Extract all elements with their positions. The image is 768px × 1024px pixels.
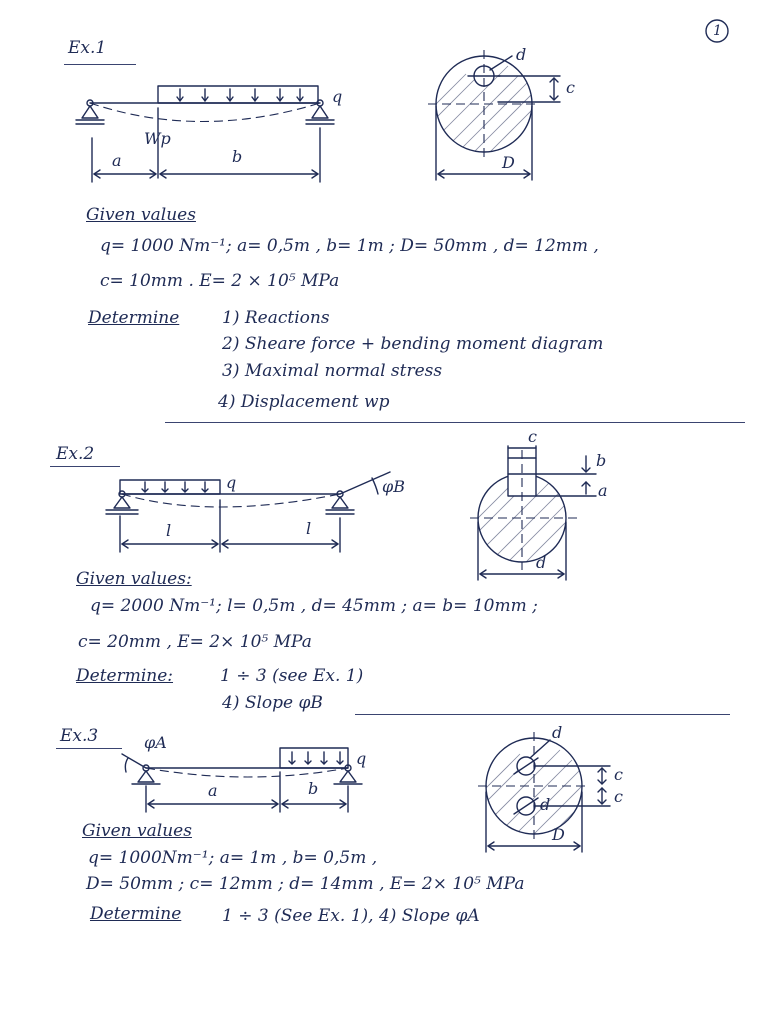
ex2-item-2: 4) Slope φB	[222, 693, 323, 713]
ex1-separator	[165, 422, 745, 423]
ex1-title: Ex.1	[68, 38, 107, 58]
ex1-given-heading: Given values	[86, 205, 196, 225]
ex2-label-a: a	[598, 481, 608, 500]
ex2-deflection-curve	[122, 494, 340, 507]
ex3-label-c2: c	[614, 787, 623, 806]
ex1-item-4: 4) Displacement wp	[218, 392, 390, 412]
ex3-label-q: q	[356, 749, 367, 768]
ex2-separator	[355, 714, 730, 715]
ex1-label-q: q	[332, 87, 343, 106]
ex1-load-arrows	[177, 89, 303, 101]
ex2-given-line1: q= 2000 Nm⁻¹; l= 0,5m , d= 45mm ; a= b= 10mm ;	[90, 596, 538, 616]
ex2-beam-diagram	[100, 472, 430, 562]
ex1-item-2: 2) Sheare force + bending moment diagram	[222, 334, 604, 354]
ex1-given-line2: c= 10mm . E= 2 × 10⁵ MPa	[100, 271, 340, 291]
ex1-distributed-load	[158, 86, 318, 103]
ex1-cross-section	[418, 46, 598, 186]
ex3-label-c1: c	[614, 765, 623, 784]
ex2-label-l1: l	[166, 521, 172, 540]
ex3-label-b: b	[308, 779, 319, 798]
ex3-label-d-inner: d	[540, 795, 551, 814]
ex1-title-underline	[64, 64, 136, 65]
ex2-title: Ex.2	[56, 444, 95, 464]
ex3-slope-arc	[125, 758, 128, 772]
ex1-label-d: d	[516, 45, 527, 64]
ex2-label-q: q	[226, 473, 237, 492]
ex2-label-d: d	[536, 553, 547, 572]
ex2-slope-arc	[372, 478, 378, 494]
ex1-label-c: c	[566, 78, 575, 97]
ex1-deflection-curve	[90, 103, 320, 122]
ex2-load-arrows	[142, 482, 208, 492]
ex2-determine-heading: Determine:	[76, 666, 174, 686]
ex2-label-b: b	[596, 451, 607, 470]
ex3-distributed-load	[280, 748, 348, 768]
ex1-label-D: D	[502, 153, 515, 172]
page-number: 1	[713, 23, 722, 39]
ex2-cross-section	[460, 427, 640, 580]
ex3-label-a: a	[208, 781, 218, 800]
ex1-label-wp: Wp	[144, 129, 171, 148]
ex1-beam-diagram	[70, 78, 360, 188]
ex1-item-3: 3) Maximal normal stress	[222, 361, 443, 381]
ex3-determine-text: 1 ÷ 3 (See Ex. 1), 4) Slope φA	[222, 906, 480, 926]
ex3-determine-heading: Determine	[90, 904, 182, 924]
ex2-given-line2: c= 20mm , E= 2× 10⁵ MPa	[78, 632, 312, 652]
ex2-label-l2: l	[306, 519, 312, 538]
ex1-label-a: a	[112, 151, 122, 170]
ex1-given-line1: q= 1000 Nm⁻¹; a= 0,5m , b= 1m ; D= 50mm , d= 12mm ,	[100, 236, 599, 256]
ex2-given-heading: Given values:	[76, 569, 192, 589]
ex2-rect-notch	[508, 458, 536, 496]
ex2-item-1: 1 ÷ 3 (see Ex. 1)	[220, 666, 364, 686]
ex3-label-d-top: d	[552, 723, 563, 742]
ex3-cross-section	[468, 723, 648, 856]
ex3-given-line1: q= 1000Nm⁻¹; a= 1m , b= 0,5m ,	[88, 848, 378, 868]
ex2-title-underline	[50, 466, 120, 467]
ex2-label-c: c	[528, 427, 537, 446]
ex1-determine-heading: Determine	[88, 308, 180, 328]
ex1-label-b: b	[232, 147, 243, 166]
ex3-given-line2: D= 50mm ; c= 12mm ; d= 14mm , E= 2× 10⁵ MPa	[86, 874, 525, 894]
ex3-given-heading: Given values	[82, 821, 192, 841]
ex2-label-phi-b: φB	[382, 477, 405, 496]
ex3-load-arrows	[289, 752, 343, 764]
ex3-label-phi-a: φA	[144, 733, 167, 752]
ex3-deflection-curve	[146, 768, 348, 777]
ex3-label-D: D	[552, 825, 565, 844]
ex3-beam-diagram	[108, 732, 378, 818]
ex3-title: Ex.3	[60, 726, 99, 746]
ex1-item-1: 1) Reactions	[222, 308, 330, 328]
